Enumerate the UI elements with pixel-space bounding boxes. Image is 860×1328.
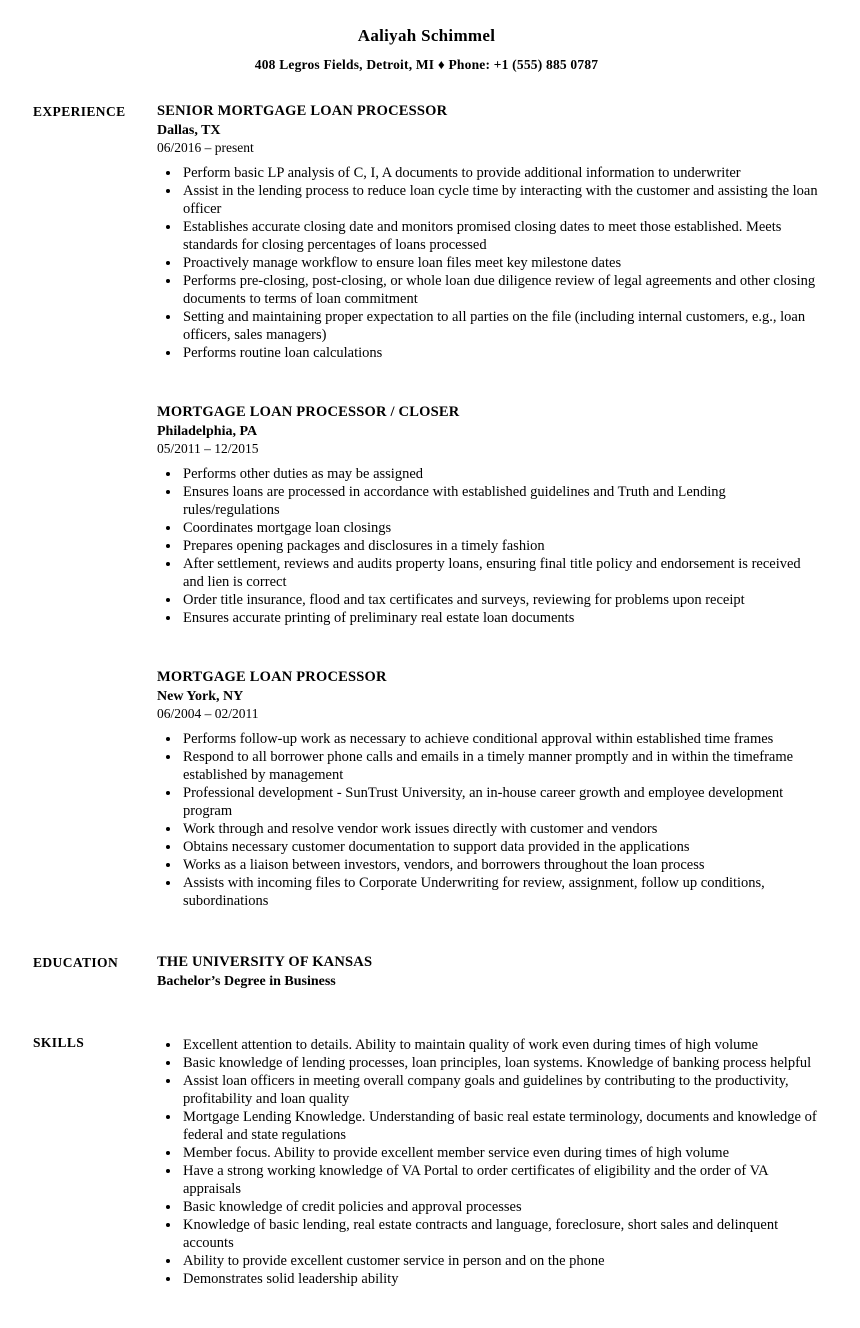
education-school: THE UNIVERSITY OF KANSAS xyxy=(157,954,373,970)
bullet-item: • Ensures loans are processed in accordance with established guidelines and Truth and Lending rules/regulations xyxy=(181,483,820,519)
bullet-item: • Performs other duties as may be assigned xyxy=(181,465,820,483)
education-degree: Bachelor’s Degree in Business xyxy=(157,974,336,989)
section-experience xyxy=(33,103,820,910)
bullet-item: • Assist loan officers in meeting overall company goals and guidelines by contributing to the productivity, profitability and loan quality xyxy=(181,1072,820,1108)
bullet-item: • After settlement, reviews and audits property loans, ensuring final title policy and endorsement is received and lien is correct xyxy=(181,555,820,591)
bullet-item: • Excellent attention to details. Ability to maintain quality of work even during times of high volume xyxy=(181,1036,820,1054)
bullet-item: • Mortgage Lending Knowledge. Understanding of basic real estate terminology, documents and knowledge of federal and state regulations xyxy=(181,1108,820,1144)
bullet-item: • Obtains necessary customer documentation to support data provided in the applications xyxy=(181,838,820,856)
job-dates: 06/2016 – present xyxy=(157,140,254,155)
job-location: New York, NY xyxy=(157,689,244,704)
section-education xyxy=(33,954,820,990)
bullet-item: • Establishes accurate closing date and monitors promised closing dates to meet those established. Meets standards for closing percentages of loans processed xyxy=(181,218,820,254)
section-label-experience: EXPERIENCE xyxy=(33,104,126,119)
bullet-item: • Work through and resolve vendor work issues directly with customer and vendors xyxy=(181,820,820,838)
job-bullet-list xyxy=(157,465,820,627)
bullet-item: • Assist in the lending process to reduce loan cycle time by interacting with the customer and assisting the loan officer xyxy=(181,182,820,218)
candidate-name: Aaliyah Schimmel xyxy=(357,26,496,45)
section-skills xyxy=(33,1034,820,1288)
job-entry-3 xyxy=(157,669,820,910)
contact-line: 408 Legros Fields, Detroit, MI ♦ Phone: +1 (555) 885 0787 xyxy=(254,57,599,72)
job-dates: 05/2011 – 12/2015 xyxy=(157,441,259,456)
skills-content xyxy=(157,1034,820,1288)
bullet-item: • Setting and maintaining proper expectation to all parties on the file (including internal customers, e.g., loan officers, sales managers) xyxy=(181,308,820,344)
bullet-item: • Respond to all borrower phone calls and emails in a timely manner promptly and in within the timeframe established by management xyxy=(181,748,820,784)
bullet-item: • Performs pre-closing, post-closing, or whole loan due diligence review of legal agreements and other closing documents to terms of loan commitment xyxy=(181,272,820,308)
bullet-item: • Professional development - SunTrust University, an in-house career growth and employee development program xyxy=(181,784,820,820)
job-title: SENIOR MORTGAGE LOAN PROCESSOR xyxy=(157,103,448,119)
bullet-item: • Knowledge of basic lending, real estate contracts and language, foreclosure, short sales and delinquent accounts xyxy=(181,1216,820,1252)
bullet-item: • Performs follow-up work as necessary to achieve conditional approval within established time frames xyxy=(181,730,820,748)
job-entry-2 xyxy=(157,404,820,627)
job-location: Dallas, TX xyxy=(157,123,221,138)
bullet-item: • Basic knowledge of credit policies and approval processes xyxy=(181,1198,820,1216)
bullet-item: • Have a strong working knowledge of VA Portal to order certificates of eligibility and the order of VA appraisals xyxy=(181,1162,820,1198)
bullet-item: • Coordinates mortgage loan closings xyxy=(181,519,820,537)
experience-content xyxy=(157,103,820,910)
bullet-item: • Order title insurance, flood and tax certificates and surveys, reviewing for problems upon receipt xyxy=(181,591,820,609)
job-title: MORTGAGE LOAN PROCESSOR / CLOSER xyxy=(157,404,460,420)
education-content xyxy=(157,954,820,990)
bullet-item: • Ability to provide excellent customer service in person and on the phone xyxy=(181,1252,820,1270)
section-label-skills: SKILLS xyxy=(33,1035,85,1050)
skills-bullet-list xyxy=(157,1036,820,1288)
bullet-item: • Ensures accurate printing of preliminary real estate loan documents xyxy=(181,609,820,627)
bullet-item: • Prepares opening packages and disclosures in a timely fashion xyxy=(181,537,820,555)
job-bullet-list xyxy=(157,730,820,910)
bullet-item: • Demonstrates solid leadership ability xyxy=(181,1270,820,1288)
bullet-item: • Proactively manage workflow to ensure loan files meet key milestone dates xyxy=(181,254,820,272)
job-title: MORTGAGE LOAN PROCESSOR xyxy=(157,669,387,685)
bullet-item: • Basic knowledge of lending processes, loan principles, loan systems. Knowledge of banking process helpful xyxy=(181,1054,820,1072)
section-label-education: EDUCATION xyxy=(33,955,119,970)
bullet-item: • Perform basic LP analysis of C, I, A documents to provide additional information to underwriter xyxy=(181,164,820,182)
bullet-item: • Performs routine loan calculations xyxy=(181,344,820,362)
bullet-item: • Works as a liaison between investors, vendors, and borrowers throughout the loan process xyxy=(181,856,820,874)
job-entry-1 xyxy=(157,103,820,362)
bullet-item: • Member focus. Ability to provide excellent member service even during times of high volume xyxy=(181,1144,820,1162)
resume-header xyxy=(33,26,820,73)
bullet-item: • Assists with incoming files to Corporate Underwriting for review, assignment, follow up conditions, subordinations xyxy=(181,874,820,910)
job-dates: 06/2004 – 02/2011 xyxy=(157,706,259,721)
job-location: Philadelphia, PA xyxy=(157,424,258,439)
job-bullet-list xyxy=(157,164,820,362)
